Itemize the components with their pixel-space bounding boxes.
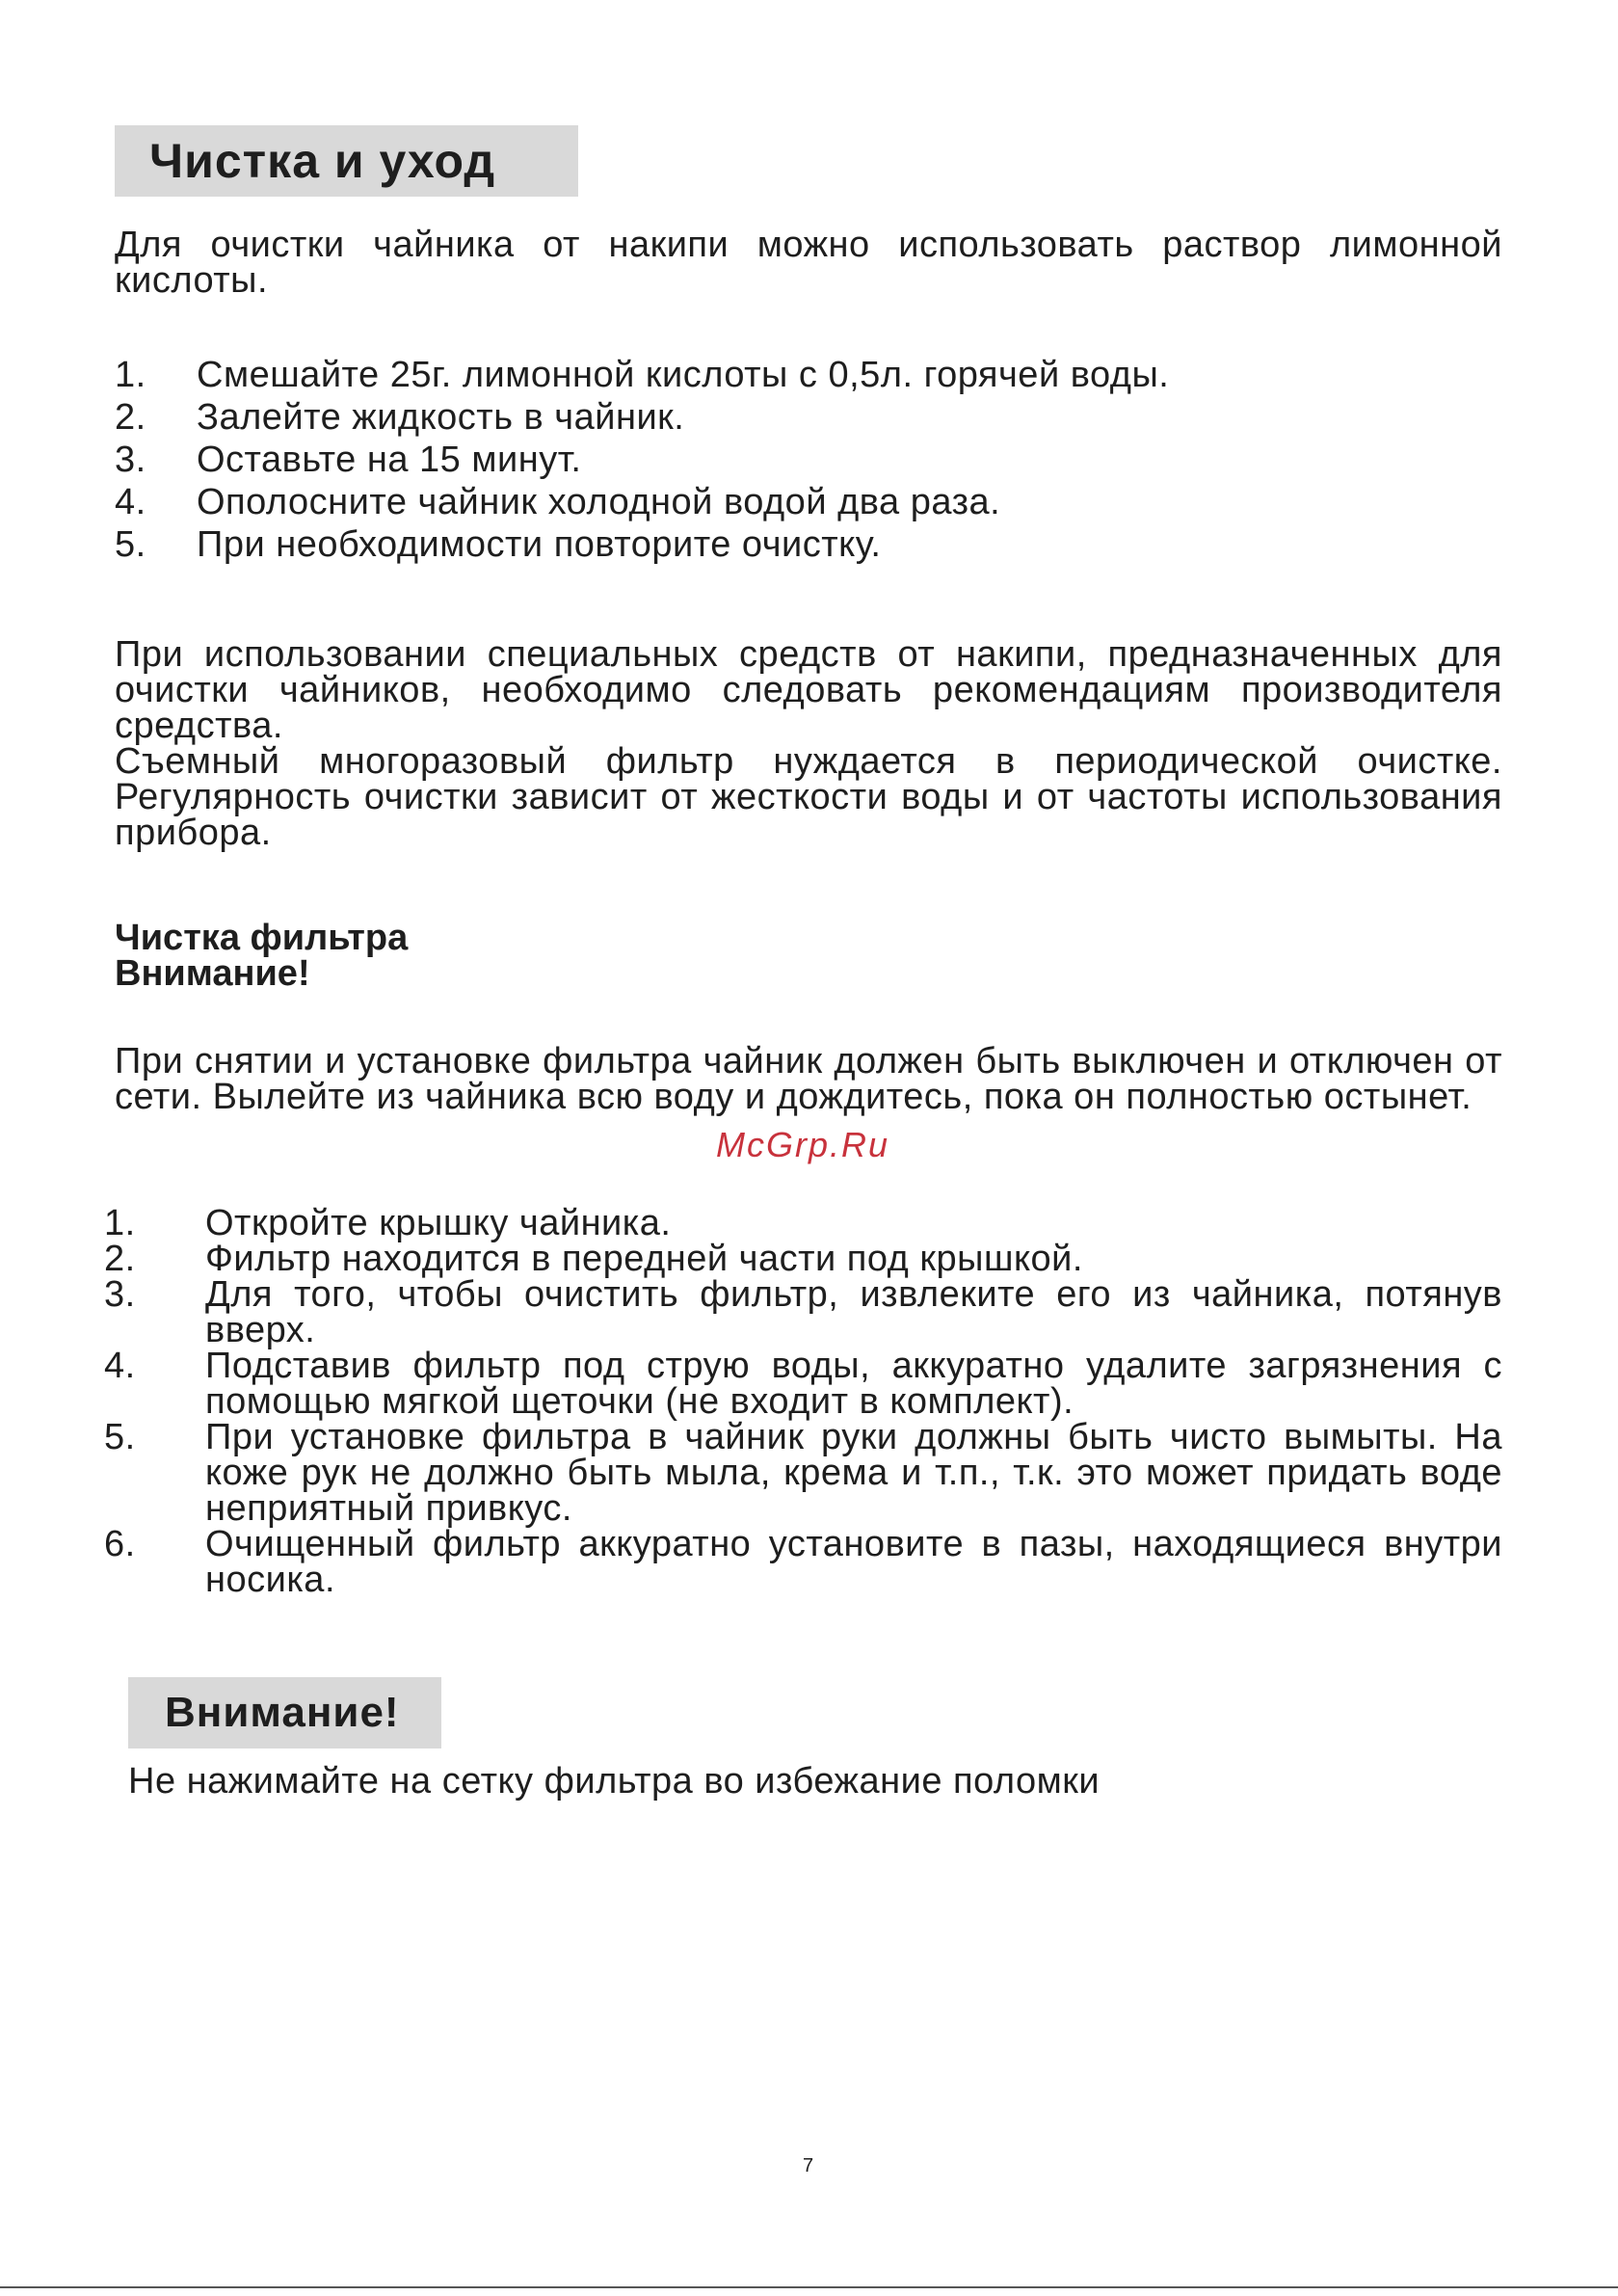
list-item: 4. Ополосните чайник холодной водой два раза. bbox=[115, 482, 1001, 522]
special-products-paragraph: При использовании специальных средств от накипи, предназначенных для очистки чайников, необходимо следовать рекомендациям производителя средства. bbox=[115, 634, 1502, 746]
filter-cleaning-paragraph: Съемный многоразовый фильтр нуждается в периодической очистке. Регулярность очистки зависит от жесткости воды и от частоты использования прибора. bbox=[115, 741, 1502, 853]
list-item: 3. Оставьте на 15 минут. bbox=[115, 440, 582, 480]
bottom-divider bbox=[0, 2286, 1618, 2288]
list-item: 5. При необходимости повторите очистку. bbox=[115, 524, 882, 565]
attention-paragraph: При снятии и установке фильтра чайник должен быть выключен и отключен от сети. Вылейте из чайника всю воду и дождитесь, пока он полностью остынет. bbox=[115, 1041, 1502, 1117]
list-item: 6. Очищенный фильтр аккуратно установите в пазы, находящиеся внутри носика. bbox=[104, 1524, 1502, 1600]
list-item: 2. Фильтр находится в передней части под крышкой. bbox=[104, 1239, 1083, 1279]
attention-heading: Внимание! bbox=[115, 953, 310, 994]
descaling-steps-list bbox=[0, 354, 1618, 566]
list-item: 3. Для того, чтобы очистить фильтр, извлеките его из чайника, потянув вверх. bbox=[104, 1274, 1502, 1350]
filter-heading: Чистка фильтра bbox=[115, 918, 409, 958]
list-item: 4. Подставив фильтр под струю воды, аккуратно удалите загрязнения с помощью мягкой щеточки (не входит в комплект). bbox=[104, 1346, 1502, 1422]
warning-title: Внимание! bbox=[128, 1677, 441, 1749]
list-item: 2. Залейте жидкость в чайник. bbox=[115, 397, 685, 438]
list-item: 1. Откройте крышку чайника. bbox=[104, 1203, 672, 1243]
list-item: 5. При установке фильтра в чайник руки должны быть чисто вымыты. На коже рук не должно быть мыла, крема и т.п., т.к. это может придать воде неприятный привкус. bbox=[104, 1417, 1502, 1529]
section-title: Чистка и уход bbox=[115, 125, 578, 197]
list-item: 1. Смешайте 25г. лимонной кислоты с 0,5л. горячей воды. bbox=[115, 355, 1170, 395]
warning-text: Не нажимайте на сетку фильтра во избежание поломки bbox=[128, 1761, 1101, 1802]
intro-paragraph: Для очистки чайника от накипи можно использовать раствор лимонной кислоты. bbox=[115, 225, 1502, 301]
watermark: McGrp.Ru bbox=[716, 1125, 890, 1164]
page-number: 7 bbox=[803, 2155, 814, 2176]
filter-steps-list bbox=[0, 1203, 1618, 1600]
